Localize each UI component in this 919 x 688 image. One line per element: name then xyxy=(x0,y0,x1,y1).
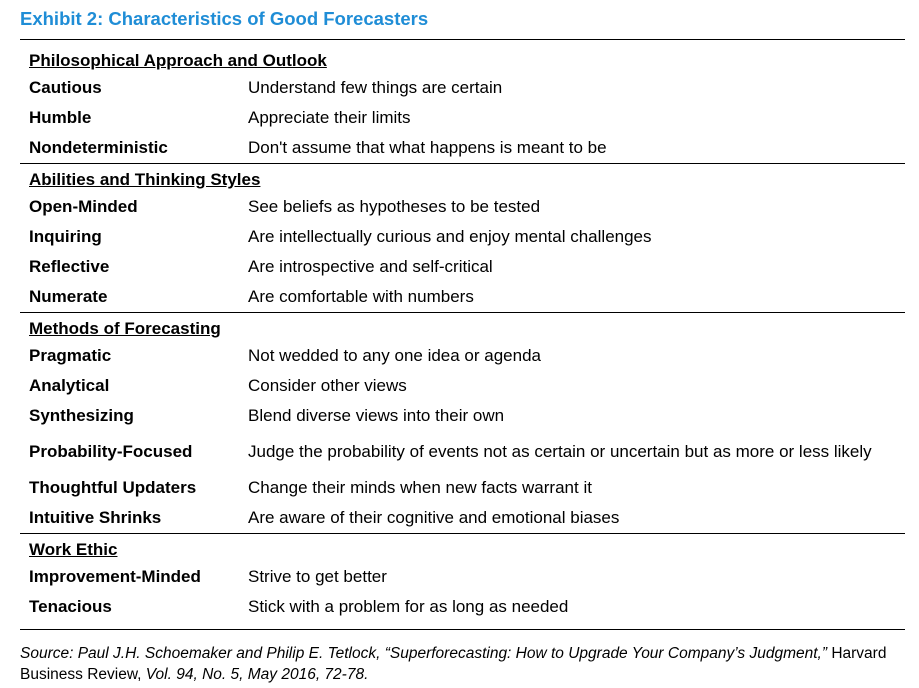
trait-description: Not wedded to any one idea or agenda xyxy=(248,346,542,365)
trait-label: Analytical xyxy=(29,376,110,395)
table-row xyxy=(20,73,905,103)
section-heading: Methods of Forecasting xyxy=(29,319,221,338)
table-row xyxy=(20,222,905,252)
section-heading: Philosophical Approach and Outlook xyxy=(29,51,327,70)
characteristics-table xyxy=(20,45,905,622)
trait-description: See beliefs as hypotheses to be tested xyxy=(248,197,541,216)
source-details: Vol. 94, No. 5, May 2016, 72-78. xyxy=(141,666,369,683)
trait-label: Nondeterministic xyxy=(29,138,168,157)
trait-label: Thoughtful Updaters xyxy=(29,478,197,497)
trait-label: Pragmatic xyxy=(29,346,112,365)
table-row xyxy=(20,371,905,401)
table-row xyxy=(20,192,905,222)
trait-description: Are intellectually curious and enjoy mental challenges xyxy=(248,227,652,246)
trait-label: Open-Minded xyxy=(29,197,138,216)
trait-description: Blend diverse views into their own xyxy=(248,406,505,425)
trait-label: Cautious xyxy=(29,78,102,97)
table-row xyxy=(20,133,905,163)
table-row xyxy=(20,103,905,133)
table-row xyxy=(20,562,905,592)
table-row xyxy=(20,592,905,622)
section-work-ethic xyxy=(20,534,905,622)
section-heading: Work Ethic xyxy=(29,540,118,559)
section-methods-of-forecasting xyxy=(20,313,905,533)
trait-description: Stick with a problem for as long as needed xyxy=(248,597,569,616)
trait-description: Understand few things are certain xyxy=(248,78,503,97)
table-row xyxy=(20,341,905,371)
trait-label: Synthesizing xyxy=(29,406,134,425)
trait-description: Are aware of their cognitive and emotional biases xyxy=(248,508,620,527)
trait-description: Appreciate their limits xyxy=(248,108,411,127)
trait-label: Improvement-Minded xyxy=(29,567,201,586)
top-rule xyxy=(20,39,905,40)
trait-description: Strive to get better xyxy=(248,567,387,586)
source-citation xyxy=(20,643,905,685)
bottom-rule xyxy=(20,629,905,630)
section-philosophical-approach xyxy=(20,45,905,163)
table-row xyxy=(20,401,905,431)
table-row xyxy=(20,503,905,533)
trait-label: Tenacious xyxy=(29,597,112,616)
trait-description: Judge the probability of events not as certain or uncertain but as more or less likely xyxy=(248,442,872,461)
source-prefix: Source: Paul J.H. Schoemaker and Philip E. Tetlock, “Superforecasting: How to Upgrade Your Company’s Judgment,” xyxy=(20,645,827,662)
trait-label: Humble xyxy=(29,108,92,127)
trait-label: Probability-Focused xyxy=(29,442,193,461)
table-row xyxy=(20,431,905,473)
trait-description: Consider other views xyxy=(248,376,407,395)
trait-description: Are introspective and self-critical xyxy=(248,257,493,276)
trait-label: Numerate xyxy=(29,287,108,306)
table-row xyxy=(20,282,905,312)
exhibit-title: Exhibit 2: Characteristics of Good Forecasters xyxy=(20,8,429,29)
section-abilities-thinking-styles xyxy=(20,164,905,312)
trait-description: Are comfortable with numbers xyxy=(248,287,474,306)
trait-description: Change their minds when new facts warrant it xyxy=(248,478,592,497)
trait-label: Intuitive Shrinks xyxy=(29,508,162,527)
trait-label: Reflective xyxy=(29,257,110,276)
trait-label: Inquiring xyxy=(29,227,102,246)
section-heading: Abilities and Thinking Styles xyxy=(29,170,261,189)
table-row xyxy=(20,252,905,282)
source-publication: Harvard Business Review, xyxy=(20,645,887,683)
trait-description: Don't assume that what happens is meant to be xyxy=(248,138,607,157)
table-row xyxy=(20,473,905,503)
